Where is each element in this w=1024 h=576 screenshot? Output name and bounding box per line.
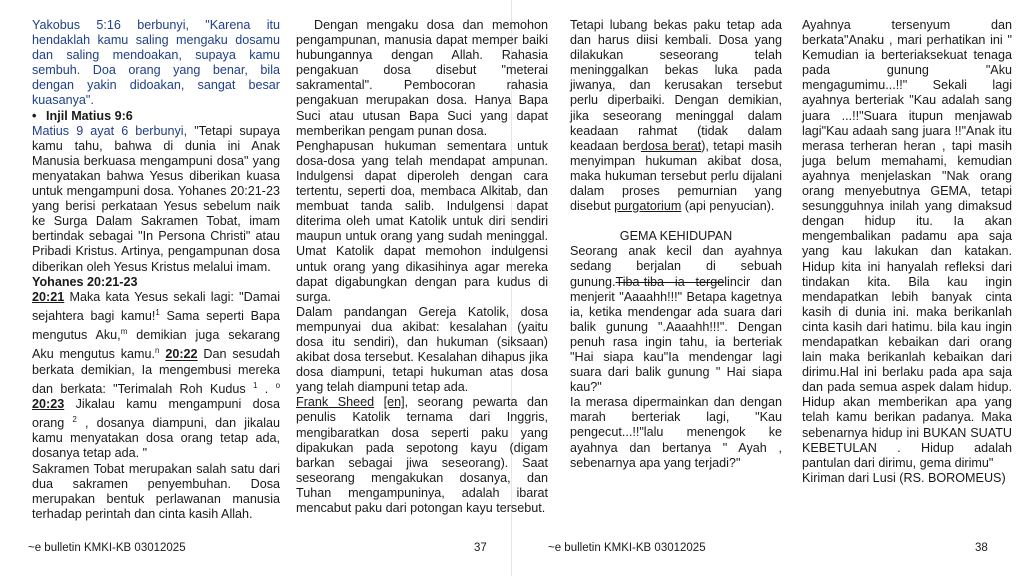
footnote-1[interactable]: 1 (155, 307, 160, 317)
footnote-2[interactable]: 2 (72, 415, 77, 425)
paragraph-yakobus: Yakobus 5:16 berbunyi, "Karena itu hendaklah kamu saling mengaku dosamu dan saling mendoakan, supaya kamu sembuh. Doa orang yang benar, bila dengan yakin didoakan, sangat besar kuasanya". (32, 18, 280, 108)
paragraph-ayahnya: Ayahnya tersenyum dan berkata"Anaku , mari perhatikan ini " Kemudian ia berteriaksekuat tenaga pada gunung "Aku mengagumimu...!!" Sekali lagi ayahnya berteriak "Kau adalah sang juara ...!!"Suara itupun menjawab lagi"Kau adaah sang juara !!"Anak itu merasa terheran heran , tapi masih juga belum memahami, kemudian ayahnya menjelaskan "Nak orang orang menyebutnya GEMA, tetapi sesungguhnya inilah yang dimaksud dengan hidup itu. Ia akan mengembalikan padamu apa saja yang kau lakukan dan katakan. Hidup kita ini hanyalah refleksi dari tindakan kita. Bila kau ingin mendapatkan lebih banyak cinta kasih di dunia ini. maka berikanlah cinta kasih dari hatimu. bila kau ingin mendapatkan kebaikan dari orang lain maka berikanlah kebaikan dari dirimu.Hal ini berlaku pada apa saja dan pada semua aspek dalam hidup. Hidup akan memberikan apa yang telah kamu berikan padanya. Maka sebenarnya hidup ini BUKAN SUATU KEBETULAN . Hidup adalah pantulan dari dirimu, gema dirimu" (802, 18, 1012, 470)
verse-20-22-text: Dan sesudah berkata demikian, Ia mengembusi mereka dan berkata: "Terimalah Roh Kudus (32, 347, 280, 396)
verse-20-23-text: Jikalau kamu mengampuni dosa orang (32, 397, 280, 431)
paragraph-frank-sheed (296, 395, 548, 516)
page-number-left: 37 (474, 542, 487, 554)
en-link[interactable]: [en] (383, 395, 405, 410)
paragraph-matius (32, 124, 280, 275)
heading-injil-matius: Injil Matius 9:6 (46, 108, 133, 123)
matius-reference: Matius 9 ayat 6 berbunyi, (32, 123, 188, 138)
bullet-icon: • (32, 108, 37, 123)
verse-20-21-link[interactable]: 20:21 (32, 289, 65, 304)
page-number-right: 38 (975, 542, 988, 554)
story-text-2: lincir dan menjerit "Aaaahh!!!" Betapa kagetnya ia, ketika mendengar ada suara dari balik gunung ".Aaaahh!!!". Dengan penuh rasa ingin tahu, ia berteriak "Hai siapa kau"Ia mendengar lagi suara dari balik gunung " Hai siapa kau?" (570, 274, 782, 395)
column-2 (296, 18, 548, 516)
story-strikethrough: Tiba-tiba ia terge (615, 274, 725, 289)
verse-20-23-text-2: , dosanya diampuni, dan jikalau kamu menyatakan dosa orang tetap ada, dosanya tetap ada. " (32, 416, 280, 461)
verse-20-22-link[interactable]: 20:22 (165, 347, 198, 362)
story-text-1: Seorang anak kecil dan ayahnya sedang berjalan di sebuah gunung. (570, 244, 782, 289)
verse-20-21-text-3: demikian juga sekarang Aku mengutus kamu. (32, 328, 280, 362)
footnote-m[interactable]: m (120, 327, 128, 337)
paragraph-yohanes-verses (32, 290, 280, 462)
paragraph-pandangan-gereja: Dalam pandangan Gereja Katolik, dosa mempunyai dua akibat: kesalahan (yaitu dosa itu sendiri), dan hukuman (siksaan) akibat dosa tersebut. Kesalahan dihapus jika dosa diampuni, tetapi hukuman atas dosa yang telah diampuni tetap ada. (296, 304, 548, 395)
footer-bulletin-left: ~e bulletin KMKI-KB 03012025 (28, 542, 186, 554)
matius-text: "Tetapi supaya kamu tahu, bahwa di dunia ini Anak Manusia berkuasa mengampuni dosa" yang menyatakan bahwa Yesus diberikan kuasa untuk mengampuni dosa. Yohanes 20:21-23 yang berisi perkataan Yesus sebelum naik ke Surga Dalam Sakramen Tobat, imam bertindak sebagai "In Persona Christi" atau Pribadi Kristus. Artinya, pengampunan dosa diberikan oleh Yesus Kristus melalui imam. (32, 123, 280, 274)
footnote-n[interactable]: n (155, 346, 160, 356)
footer-bulletin-right: ~e bulletin KMKI-KB 03012025 (548, 542, 706, 554)
bullet-heading-matius (32, 109, 280, 124)
column-3 (570, 18, 782, 471)
dosa-berat-link[interactable]: dosa berat (640, 138, 702, 153)
footnote-1b[interactable]: 1 (252, 380, 258, 390)
frank-sheed-link[interactable]: Frank Sheed (296, 395, 375, 410)
lubang-text-2: ), tetapi masih menyimpan hukuman akibat dosa, maka hukuman tersebut perlu dijalani dalam proses pemurnian yang disebut (570, 138, 783, 214)
verse-20-21-text-2: Sama seperti Bapa mengutus Aku, (32, 308, 280, 343)
story-title: GEMA KEHIDUPAN (619, 229, 733, 244)
paragraph-indulgensi: Penghapusan hukuman sementara untuk dosa-dosa yang telah mendapat ampunan. Indulgensi dapat diperoleh dengan cara tertentu, seperti doa, membaca Alkitab, dan membuat tanda salib. Indulgensi dapat diterima oleh umat Katolik untuk diri sendiri maupun untuk orang yang sudah meninggal. Umat Katolik dapat memohon indulgensi untuk orang yang dikasihinya agar mereka dapat digabungkan dengan para kudus di surga. (296, 138, 548, 304)
paragraph-story-1 (570, 244, 782, 395)
paragraph-sakramen-tobat: Sakramen Tobat merupakan salah satu dari dua sakramen penyembuhan. Dosa merupakan bentuk perlawanan manusia terhadap perintah dan cinta kasih Allah. (32, 461, 280, 521)
verse-20-21-text: Maka kata Yesus sekali lagi: "Damai sejahtera bagi kamu! (32, 289, 280, 323)
footnote-o[interactable]: o (275, 380, 281, 390)
purgatorium-link[interactable]: purgatorium (614, 199, 682, 214)
spacer (570, 214, 782, 229)
column-4 (802, 18, 1012, 486)
paragraph-kiriman: Kiriman dari Lusi (RS. BOROMEUS) (802, 470, 1006, 485)
lubang-text-3: (api penyucian). (681, 199, 775, 214)
verse-20-22-text-2: . (257, 381, 269, 396)
column-1 (32, 18, 280, 522)
paragraph-pengakuan: Dengan mengaku dosa dan memohon pengampunan, manusia dapat memper baiki hubungannya dengan Allah. Rahasia pengakuan dosa disebut "meterai sakramental". Pembocoran rahasia pengakuan merupakan dosa. Hanya Bapa Suci atau utusan Bapa Suci yang dapat memberikan pengam punan dosa. (296, 18, 548, 138)
heading-yohanes: Yohanes 20:21-23 (32, 274, 138, 289)
frank-sheed-text: , seorang pewarta dan penulis Katolik ternama dari Inggris, mengibaratkan dosa seperti paku yang dipakukan pada sepotong kayu (digam barkan sebagai jiwa seseorang). Saat seseorang mengakukan dosanya, dan Tuhan mengampuninya, adalah ibarat mencabut paku dari potongan kayu tersebut. (296, 395, 549, 515)
verse-20-23-link[interactable]: 20:23 (32, 397, 65, 411)
lubang-text-1: Tetapi lubang bekas paku tetap ada dan harus diisi kembali. Dosa yang dilakukan seseorang telah meninggalkan bekas luka pada jiwanya, dan kerusakan tersebut perlu diperbaiki. Dengan demikian, jika seseorang meninggal dalam keadaan rahmat (tidak dalam keadaan ber (570, 18, 782, 153)
paragraph-lubang-paku (570, 18, 782, 214)
paragraph-story-2: Ia merasa dipermainkan dan dengan marah berteriak lagi, "Kau pengecut...!!"lalu menengok ke ayahnya dan bertanya " Ayah , sebenarnya apa yang terjadi?" (570, 395, 782, 470)
